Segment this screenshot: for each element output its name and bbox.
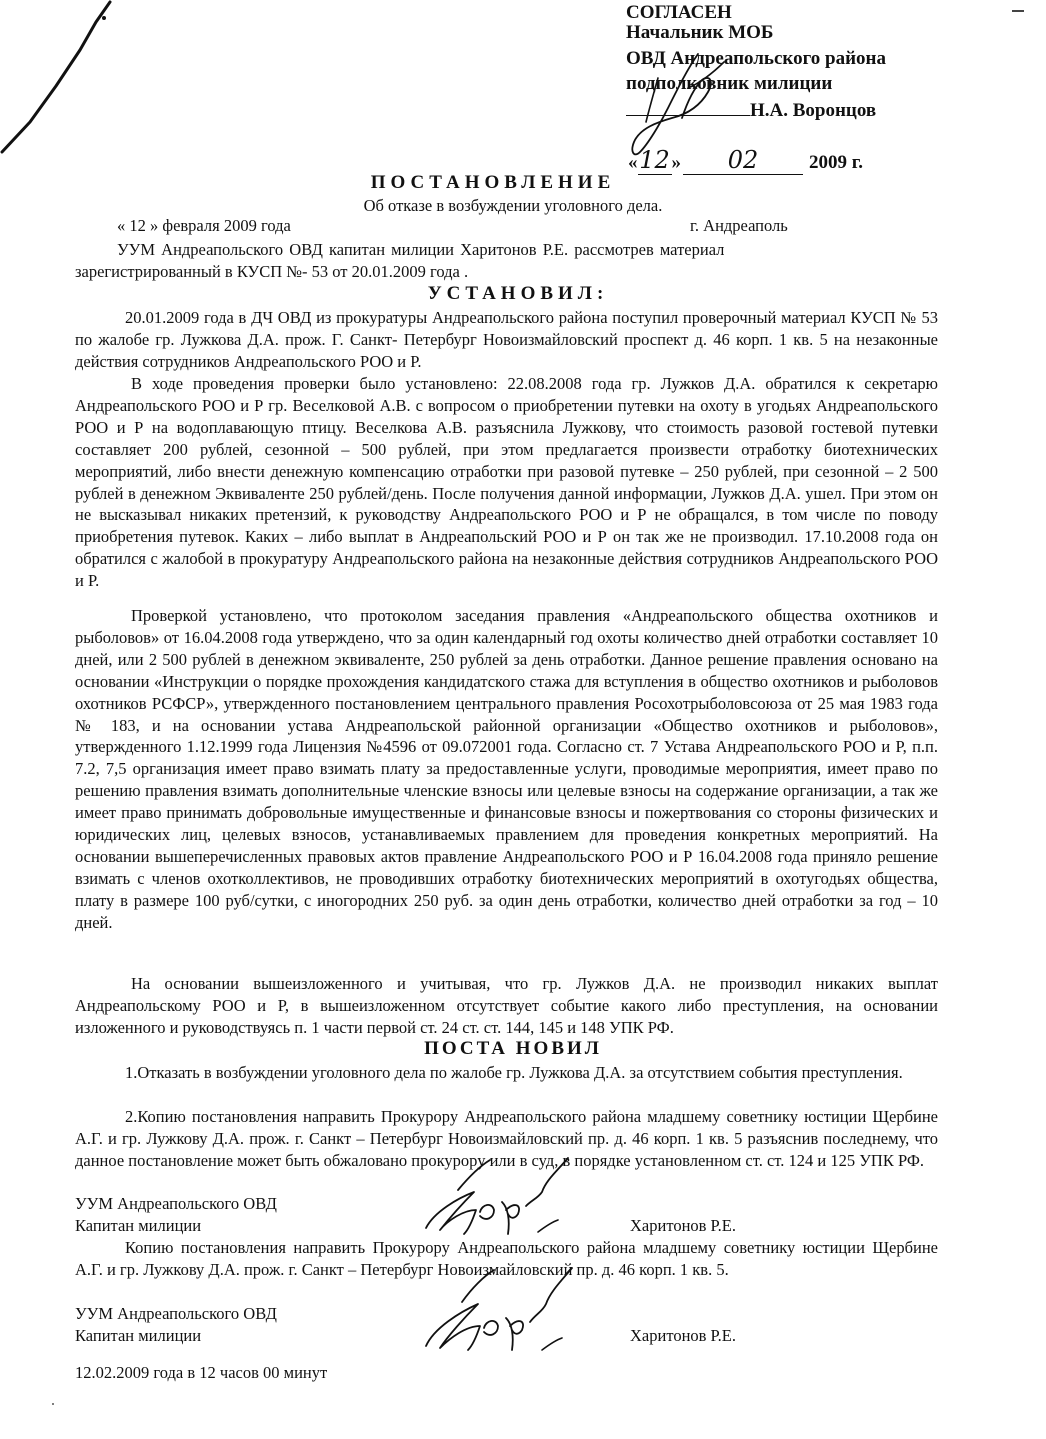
signature-2-rank: Капитан милиции bbox=[75, 1326, 202, 1345]
copy-note: Копию постановления направить Прокурору Андреапольского района младшему советнику юстиции Щербине А.Г. и гр. Лужкову Д.А. прож. г. Санкт – Петербург Новоизмайловский пр. д. 46 корп. 1 кв. 5. bbox=[75, 1238, 938, 1279]
document-subtitle: Об отказе в возбуждении уголовного дела. bbox=[363, 196, 663, 215]
approval-rank: подполковник милиции bbox=[626, 73, 833, 94]
approval-position: Начальник МОБ bbox=[626, 22, 774, 43]
established-paragraph-4: На основании вышеизложенного и учитывая, что гр. Лужков Д.А. не производил никаких выплат Андреапольскому РОО и Р, в вышеизложенном отсутствует событие какого либо преступления, на основании изложенного и руководствуясь п. 1 части первой ст. 24 ст. ст. 144, 145 и 148 УПК РФ. bbox=[75, 974, 938, 1037]
document-title: ПОСТАНОВЛЕНИЕ bbox=[370, 172, 616, 193]
resolved-heading: ПОСТА НОВИЛ bbox=[424, 1038, 602, 1059]
document-city: г. Андреаполь bbox=[690, 216, 788, 235]
approval-department: ОВД Андреапольского района bbox=[626, 47, 886, 69]
document-date: « 12 » февраля 2009 года bbox=[117, 216, 291, 235]
approval-date-year: 2009 г. bbox=[809, 152, 863, 173]
scan-mark bbox=[1012, 10, 1024, 12]
established-paragraph-1: 20.01.2009 года в ДЧ ОВД из прокуратуры Андреапольского района поступил проверочный материал КУСП № 53 по жалобе гр. Лужкова Д.А. прож. Г. Санкт- Петербург Новоизмайловский проспект д. 46 корп. 1 кв. 5 на незаконные действия сотрудников Андреапольского РОО и Р. bbox=[75, 308, 938, 371]
approval-heading: СОГЛАСЕН bbox=[626, 2, 732, 20]
resolved-item-1: 1.Отказать в возбуждении уголовного дела по жалобе гр. Лужкова Д.А. за отсутствием события преступления. bbox=[125, 1063, 903, 1082]
scan-speck bbox=[52, 1403, 54, 1405]
intro-line-1: УУМ Андреапольского ОВД капитан милиции Харитонов Р.Е. рассмотрев материал bbox=[117, 240, 725, 259]
signature-1-rank: Капитан милиции bbox=[75, 1216, 202, 1235]
pen-stroke-mark bbox=[0, 0, 120, 160]
approval-date: «12» 02 2009 г. bbox=[628, 146, 863, 174]
signature-2-handwritten bbox=[418, 1258, 598, 1358]
footer-timestamp: 12.02.2009 года в 12 часов 00 минут bbox=[75, 1363, 328, 1382]
established-heading: УСТАНОВИЛ: bbox=[427, 283, 609, 304]
signature-1-name: Харитонов Р.Е. bbox=[630, 1216, 737, 1235]
signature-1-handwritten bbox=[418, 1150, 598, 1240]
approval-date-month: 02 bbox=[683, 146, 803, 175]
signature-1-org: УУМ Андреапольского ОВД bbox=[75, 1194, 277, 1213]
established-paragraph-3: Проверкой установлено, что протоколом заседания правления «Андреапольского общества охотников и рыболовов» от 16.04.2008 года утверждено, что за один календарный год охоты количество дней отработки составляет 10 дней, или 2 500 рублей в денежном эквиваленте, 250 рублей за день отработки. Данное решение правления основано на основании «Инструкции о порядке прохождения кандидатского стажа для вступления в общество охотников и рыболовов охотников РСФСР», утвержденного постановлением центрального правления Росохотрыболовсоюза от 25 мая 1983 года № 183, и на основании устава Андреапольской районной организации «Общество охотников и рыболовов», утвержденного 1.12.1999 года Лицензия №4596 от 09.072001 года. Согласно ст. 7 Устава Андреапольского РОО и Р, п.п. 7.2, 7,5 организация имеет право взимать плату за предоставленные услуги, проводимые мероприятия, имеет право по решению правления взимать дополнительные членские взносы или целевые взносы на содержание организации, а так же имеет право принимать добровольные имущественные и финансовые взносы и пожертвования со стороны физических и юридических лиц, целевых взносов, устанавливаемых правлением для проведения конкретных мероприятий. На основании вышеперечисленных правовых актов правление Андреапольского РОО и Р 16.04.2008 года приняло решение взимать с членов охотколлективов, не проводивших отработку биотехнических мероприятий в охотугодьях общества, плату в размере 100 руб/сутки, с иногородних 250 руб. за один день отработки, количество дней отработки за год – 10 дней. bbox=[75, 606, 938, 932]
resolved-item-2: 2.Копию постановления направить Прокурору Андреапольского района младшему советнику юстиции Щербине А.Г. и гр. Лужкову Д.А. прож. г. Санкт – Петербург Новоизмайловский пр. д. 46 корп. 1 кв. 5 разъяснив последнему, что данное постановление может быть обжаловано прокурору или в суд, в порядке установленном ст. ст. 124 и 125 УПК РФ. bbox=[75, 1107, 938, 1170]
established-paragraph-2: В ходе проведения проверки было установлено: 22.08.2008 года гр. Лужков Д.А. обратился к секретарю Андреапольского РОО и Р гр. Веселковой А.В. с вопросом о приобретении путевки на охоту в угодьях Андреапольского РОО и Р на водоплавающую птицу. Веселкова А.В. разъяснила Лужкову, что стоимость разовой гостевой путевки составляет 200 рублей, сезонной – 500 рублей, при этом предлагается произвести отработку биотехнических мероприятий, либо внести денежную компенсацию отработки при разовой путевке – 250 рублей, при сезонной – 2 500 рублей в денежном Эквиваленте 250 рублей/день. После получения данной информации, Лужков Д.А. ушел. При этом он не высказывал никаких претензий, к руководству Андреапольского РОО и Р не обращался, в том числе по поводу приобретения путевок. Каких – либо выплат в Андреапольский РОО и Р он так же не производил. 17.10.2008 года он обратился с жалобой в прокуратуру Андреапольского района на незаконные действия сотрудников Андреапольского РОО и Р. bbox=[75, 374, 938, 591]
signature-2-org: УУМ Андреапольского ОВД bbox=[75, 1304, 277, 1323]
approval-date-day: 12 bbox=[639, 146, 670, 174]
intro-line-2: зарегистрированный в КУСП №- 53 от 20.01.2009 года . bbox=[75, 262, 469, 281]
signature-2-name: Харитонов Р.Е. bbox=[630, 1326, 737, 1345]
approval-name: Н.А. Воронцов bbox=[750, 99, 877, 121]
